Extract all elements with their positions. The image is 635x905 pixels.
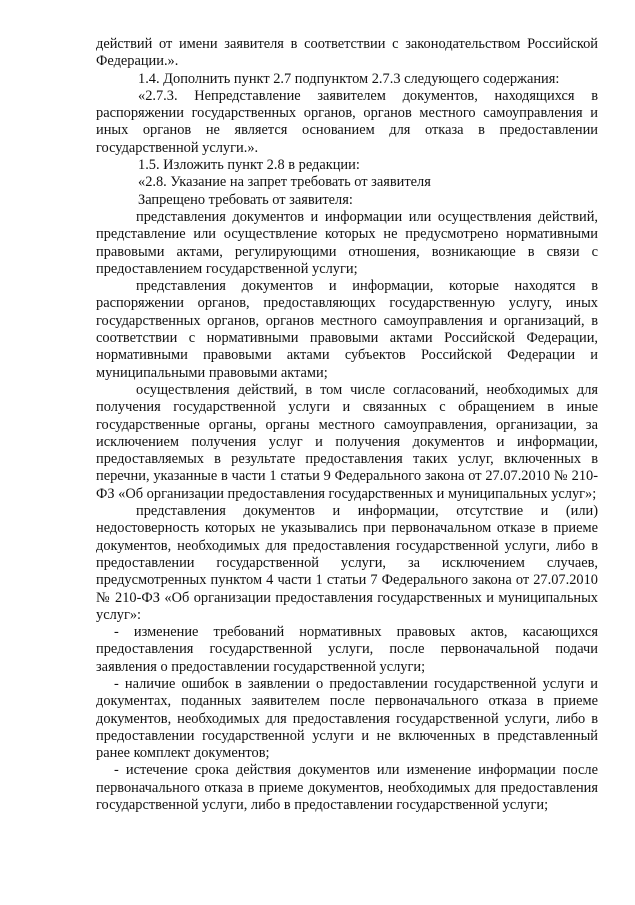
document-body (96, 36, 598, 814)
list-item-dash-3: - истечение срока действия документов или изменение информации после первоначального отказа в приеме документов, необходимых для предоставления государственной услуги, либо в предоставлении государственной услуги; (96, 762, 598, 814)
list-item-dash-2: - наличие ошибок в заявлении о предоставлении государственной услуги и документах, поданных заявителем после первоначального отказа в приеме документов, необходимых для предоставления государственной услуги, либо в предоставлении государственной услуги и не включенных в представленный ранее комплект документов; (96, 675, 598, 762)
list-item-dash-1: - изменение требований нормативных правовых актов, касающихся предоставления государственной услуги, после первоначальной подачи заявления о предоставлении государственной услуги; (96, 624, 598, 675)
paragraph-item-1-4: 1.4. Дополнить пункт 2.7 подпунктом 2.7.3 следующего содержания: (138, 70, 560, 87)
paragraph-prohibition-4: представления документов и информации, отсутствие и (или) недостоверность которых не указывались при первоначальном отказе в приеме документов, необходимых для предоставления государственной услуги, либо в предоставлении государственной услуги, за исключением случаев, предусмотренных пунктом 4 части 1 статьи 7 Федерального закона от 27.07.2010 № 210-ФЗ «Об организации предоставления государственных и муниципальных услуг»: (96, 503, 598, 623)
paragraph-item-1-5: 1.5. Изложить пункт 2.8 в редакции: (138, 157, 360, 174)
paragraph-heading-2-8: «2.8. Указание на запрет требовать от заявителя (138, 174, 431, 191)
paragraph-prohibition-1: представления документов и информации или осуществления действий, представление или осуществление которых не предусмотрено нормативными правовыми актами, регулирующими отношения, возникающие в связи с предоставлением государственной услуги; (96, 208, 598, 277)
paragraph-continuation: действий от имени заявителя в соответствии с законодательством Российской Федерации.». (96, 36, 598, 70)
paragraph-prohibition-2: представления документов и информации, которые находятся в распоряжении органов, предоставляющих государственную услугу, иных государственных органов, органов местного самоуправления и организаций, в соответствии с нормативными правовыми актами Российской Федерации, нормативными правовыми актами субъектов Российской Федерации и муниципальными правовыми актами; (96, 278, 598, 381)
paragraph-subitem-2-7-3: «2.7.3. Непредставление заявителем документов, находящихся в распоряжении государственных органов, органов местного самоуправления и иных органов не является основанием для отказа в предоставлении государственной услуги.». (96, 87, 598, 156)
paragraph-prohibited-intro: Запрещено требовать от заявителя: (138, 191, 353, 208)
paragraph-prohibition-3: осуществления действий, в том числе согласований, необходимых для получения государственной услуги и связанных с обращением в иные государственные органы, органы местного самоуправления, организации, за исключением получения услуг и получения документов и информации, предоставляемых в результате предоставления таких услуг, включенных в перечни, указанные в части 1 статьи 9 Федерального закона от 27.07.2010 № 210-ФЗ «Об организации предоставления государственных и муниципальных услуг»; (96, 381, 598, 502)
